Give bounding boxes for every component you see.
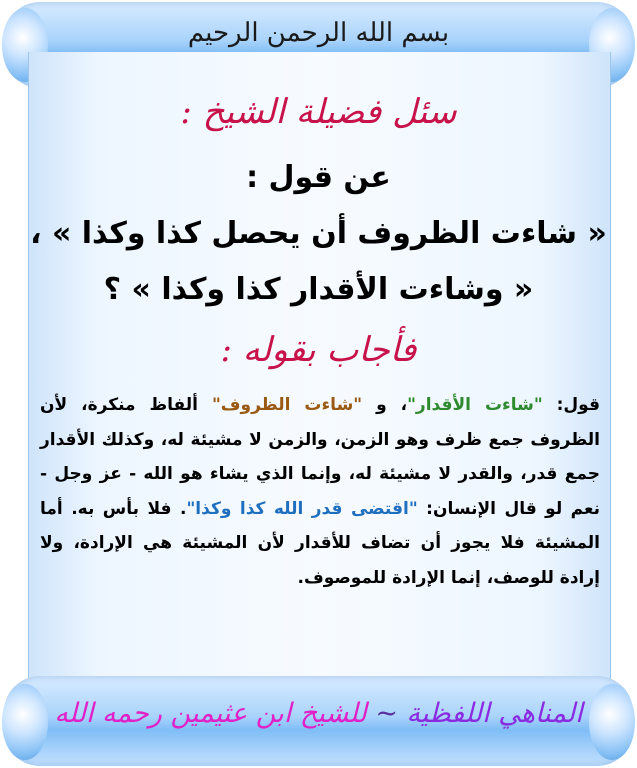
quote-iqtada: "اقتضى قدر الله كذا وكذا" <box>186 498 418 519</box>
question-line-1: عن قول : <box>246 160 391 195</box>
answer-and: ، و <box>362 395 408 415</box>
quote-aqdar: "شاءت الأقدار" <box>407 395 543 415</box>
question-line-2: « شاءت الظروف أن يحصل كذا وكذا » ، <box>30 216 607 251</box>
answer-text <box>40 388 600 595</box>
quote-zuruf: "شاءت الظروف" <box>211 395 363 415</box>
answer-prefix: قول: <box>542 395 600 415</box>
answer-body: ألفاظ منكرة، لأن الظروف جمع ظرف وهو الزمن، والزمن لا مشيئة له، وكذلك الأقدار جمع قدر، والقدر لا مشيئة له، وإنما الذي يشاء هو الله - عز وجل - نعم لو قال الإنسان: <box>40 395 600 519</box>
answer-label: فأجاب بقوله : <box>220 330 417 370</box>
footer-separator: ~ <box>366 698 407 729</box>
bismillah-calligraphy: بسم الله الرحمن الرحيم <box>187 18 450 48</box>
footer-author: للشيخ ابن عثيمين رحمه الله <box>54 698 367 729</box>
footer-caption <box>0 698 637 729</box>
question-line-3: « وشاءت الأقدار كذا وكذا » ؟ <box>103 272 534 307</box>
answer-conclusion: . فلا بأس به. أما المشيئة فلا يجوز أن تضاف للأقدار لأن المشيئة هي الإرادة، ولا إرادة للوصف، إنما الإرادة للموصوف. <box>40 498 600 588</box>
scroll-paper <box>28 52 611 698</box>
footer-book-title: المناهي اللفظية <box>406 698 583 729</box>
question-label: سئل فضيلة الشيخ : <box>180 92 457 132</box>
